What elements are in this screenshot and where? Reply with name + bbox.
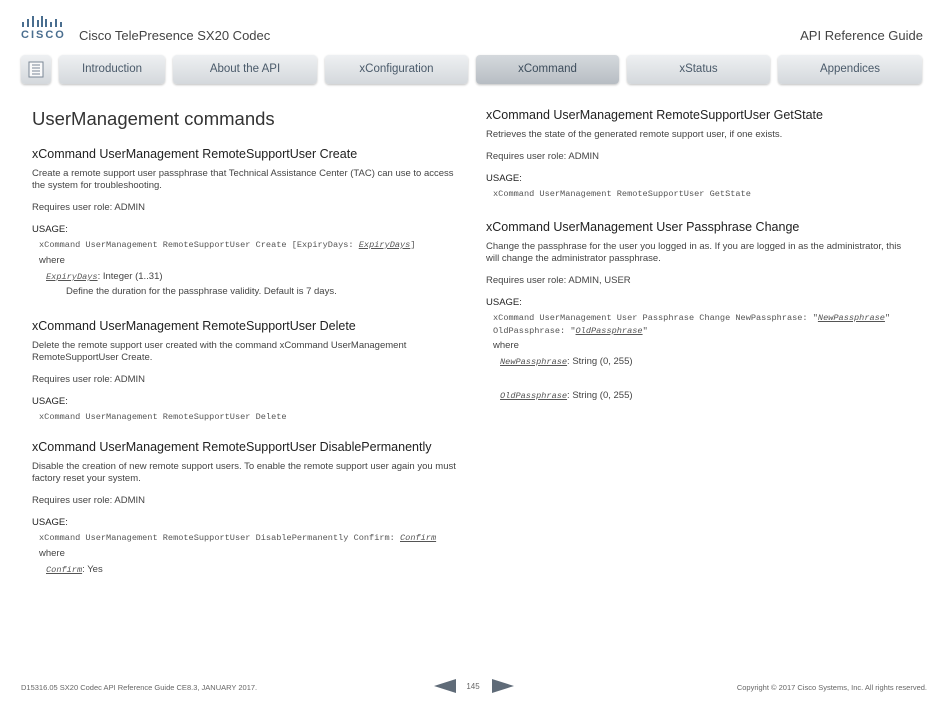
page-number: 145 [466, 682, 480, 691]
required-role: Requires user role: ADMIN [32, 202, 145, 213]
tab-xcommand[interactable]: xCommand [476, 55, 619, 84]
logo-wordmark: CISCO [21, 29, 66, 41]
copyright: Copyright © 2017 Cisco Systems, Inc. All rights reserved. [736, 683, 927, 692]
param-reference: ExpiryDays [358, 240, 411, 250]
usage-code: xCommand UserManagement RemoteSupportUser Delete [39, 412, 287, 422]
param-name: OldPassphrase [500, 391, 568, 401]
usage-code: xCommand UserManagement RemoteSupportUser DisablePermanently Confirm: Confirm [39, 533, 437, 543]
top-navigation [21, 55, 929, 84]
left-column [32, 100, 462, 593]
usage-label: USAGE: [32, 396, 68, 407]
param-item: OldPassphrase: String (0, 255) [500, 390, 633, 401]
document-menu-icon [28, 61, 44, 78]
section-remotesupportuser-disablepermanently [32, 440, 462, 578]
section-description: Retrieves the state of the generated remote support user, if one exists. [486, 129, 783, 140]
guide-title: API Reference Guide [800, 28, 923, 43]
section-remotesupportuser-delete [32, 319, 462, 425]
section-remotesupportuser-create [32, 147, 462, 299]
pager [434, 679, 514, 695]
param-name: ExpiryDays [46, 272, 98, 282]
section-heading: xCommand UserManagement RemoteSupportUser Delete [32, 319, 356, 333]
usage-code: xCommand UserManagement User Passphrase Change NewPassphrase: "NewPassphrase" OldPassphrase: "OldPassphrase" [493, 313, 891, 336]
required-role: Requires user role: ADMIN [32, 374, 145, 385]
section-heading: xCommand UserManagement RemoteSupportUser GetState [486, 108, 823, 122]
section-heading: xCommand UserManagement RemoteSupportUser DisablePermanently [32, 440, 432, 454]
section-description: Disable the creation of new remote support users. To enable the remote support user again you must factory reset your system. [32, 461, 456, 484]
product-title: Cisco TelePresence SX20 Codec [79, 28, 271, 43]
param-description: Define the duration for the passphrase validity. Default is 7 days. [66, 286, 337, 297]
cisco-logo [21, 15, 66, 41]
usage-label: USAGE: [486, 297, 522, 308]
section-heading: xCommand UserManagement User Passphrase Change [486, 220, 800, 234]
where-label: where [39, 255, 65, 266]
required-role: Requires user role: ADMIN [486, 151, 599, 162]
section-description: Change the passphrase for the user you logged in as. If you are logged in as the administrator, this will change the administrator passphrase. [486, 241, 902, 264]
param-name: NewPassphrase [500, 357, 568, 367]
param-item: ExpiryDays: Integer (1..31) [46, 271, 163, 282]
param-reference: OldPassphrase [575, 326, 643, 336]
tab-appendices[interactable]: Appendices [778, 55, 922, 84]
next-page-icon[interactable] [492, 679, 514, 693]
page-footer [0, 675, 950, 705]
where-label: where [493, 340, 519, 351]
usage-label: USAGE: [32, 224, 68, 235]
where-label: where [39, 548, 65, 559]
required-role: Requires user role: ADMIN [32, 495, 145, 506]
required-role: Requires user role: ADMIN, USER [486, 275, 631, 286]
param-item: Confirm: Yes [46, 564, 103, 575]
page-title: UserManagement commands [32, 108, 275, 129]
param-name: Confirm [46, 565, 83, 575]
section-user-passphrase-change [486, 220, 911, 404]
section-description: Delete the remote support user created with the command xCommand UserManagement RemoteSupportUser Create. [32, 340, 407, 363]
param-reference: Confirm [400, 533, 437, 543]
param-reference: NewPassphrase [817, 313, 885, 323]
usage-code: xCommand UserManagement RemoteSupportUser GetState [493, 189, 751, 199]
section-description: Create a remote support user passphrase that Technical Assistance Center (TAC) can use to access the system for troubleshooting. [32, 168, 454, 191]
menu-button[interactable] [21, 55, 51, 84]
section-heading: xCommand UserManagement RemoteSupportUser Create [32, 147, 358, 161]
document-id: D15316.05 SX20 Codec API Reference Guide CE8.3, JANUARY 2017. [21, 683, 258, 692]
tab-xstatus[interactable]: xStatus [627, 55, 770, 84]
usage-code: xCommand UserManagement RemoteSupportUser Create [ExpiryDays: ExpiryDays] [39, 240, 416, 250]
right-column [486, 108, 911, 419]
section-remotesupportuser-getstate [486, 108, 911, 202]
usage-label: USAGE: [32, 517, 68, 528]
page-header [0, 0, 950, 52]
tab-introduction[interactable]: Introduction [59, 55, 165, 84]
param-item: NewPassphrase: String (0, 255) [500, 356, 633, 367]
previous-page-icon[interactable] [434, 679, 456, 693]
usage-label: USAGE: [486, 173, 522, 184]
tab-xconfiguration[interactable]: xConfiguration [325, 55, 468, 84]
tab-about-the-api[interactable]: About the API [173, 55, 317, 84]
